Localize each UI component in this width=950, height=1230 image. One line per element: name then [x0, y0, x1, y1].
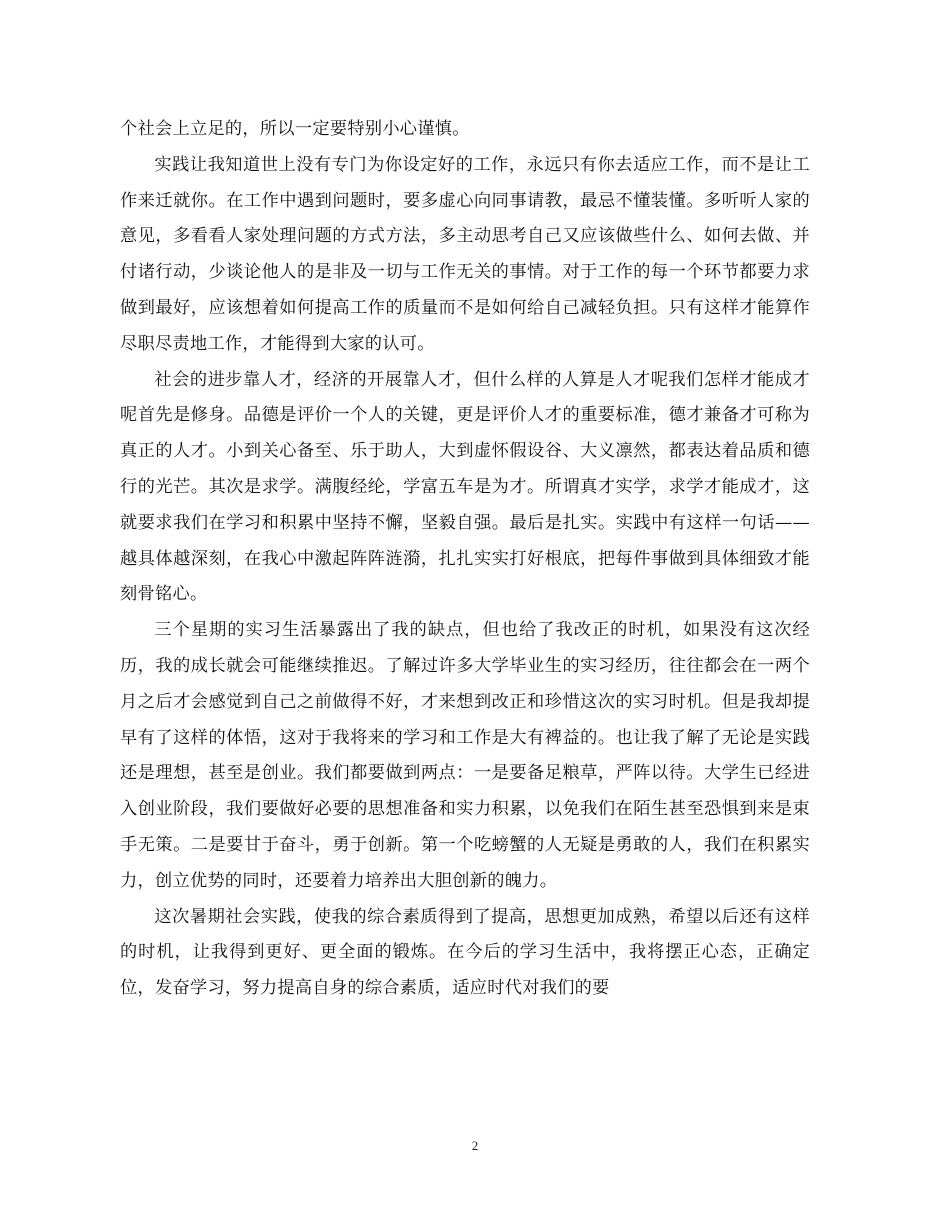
paragraph-practice-work: 实践让我知道世上没有专门为你设定好的工作，永远只有你去适应工作，而不是让工作来迁就你。在工作中遇到问题时，要多虚心向同事请教，最忌不懂装懂。多听听人家的意见，多看看人家处理问题的方式方法，多主动思考自己又应该做些什么、如何去做、并付诸行动，少谈论他人的是非及一切与工作无关的事情。对于工作的每一个环节都要力求做到最好，应该想着如何提高工作的质量而不是如何给自己减轻负担。只有这样才能算作尽职尽责地工作，才能得到大家的认可。 — [120, 154, 810, 354]
paragraph-internship-reflection: 三个星期的实习生活暴露出了我的缺点，但也给了我改正的时机，如果没有这次经历，我的成长就会可能继续推迟。了解过许多大学毕业生的实习经历，往往都会在一两个月之后才会感觉到自己之前做得不好，才来想到改正和珍惜这次的实习时机。但是我却提早有了这样的体悟，这对于我将来的学习和工作是大有裨益的。也让我了解了无论是实践还是理想，甚至是创业。我们都要做到两点：一是要备足粮草，严阵以待。大学生已经进入创业阶段，我们要做好必要的思想准备和实力积累，以免我们在陌生甚至恐惧到来是束手无策。二是要甘于奋斗，勇于创新。第一个吃螃蟹的人无疑是勇敢的人，我们在积累实力，创立优势的同时，还要着力培养出大胆创新的魄力。 — [120, 620, 810, 891]
paragraph-summer-practice: 这次暑期社会实践，使我的综合素质得到了提高，思想更加成熟，希望以后还有这样的时机，让我得到更好、更全面的锻炼。在今后的学习生活中，我将摆正心态，正确定位，发奋学习，努力提高自身的综合素质，适应时代对我们的要 — [120, 906, 810, 999]
body-text — [120, 112, 810, 1007]
page-number: 2 — [471, 1138, 479, 1153]
paragraph-continued: 个社会上立足的，所以一定要特别小心谨慎。 — [120, 119, 470, 139]
paragraph-talent: 社会的进步靠人才，经济的开展靠人才，但什么样的人算是人才呢我们怎样才能成才呢首先是修身。品德是评价一个人的关键，更是评价人才的重要标准，德才兼备才可称为真正的人才。小到关心备至、乐于助人，大到虚怀假设谷、大义凛然，都表达着品质和德行的光芒。其次是求学。满腹经纶，学富五车是为才。所谓真才实学，求学才能成才，这就要求我们在学习和积累中坚持不懈，坚毅自强。最后是扎实。实践中有这样一句话——越具体越深刻，在我心中激起阵阵涟漪，扎扎实实打好根底，把每件事做到具体细致才能刻骨铭心。 — [120, 369, 810, 605]
